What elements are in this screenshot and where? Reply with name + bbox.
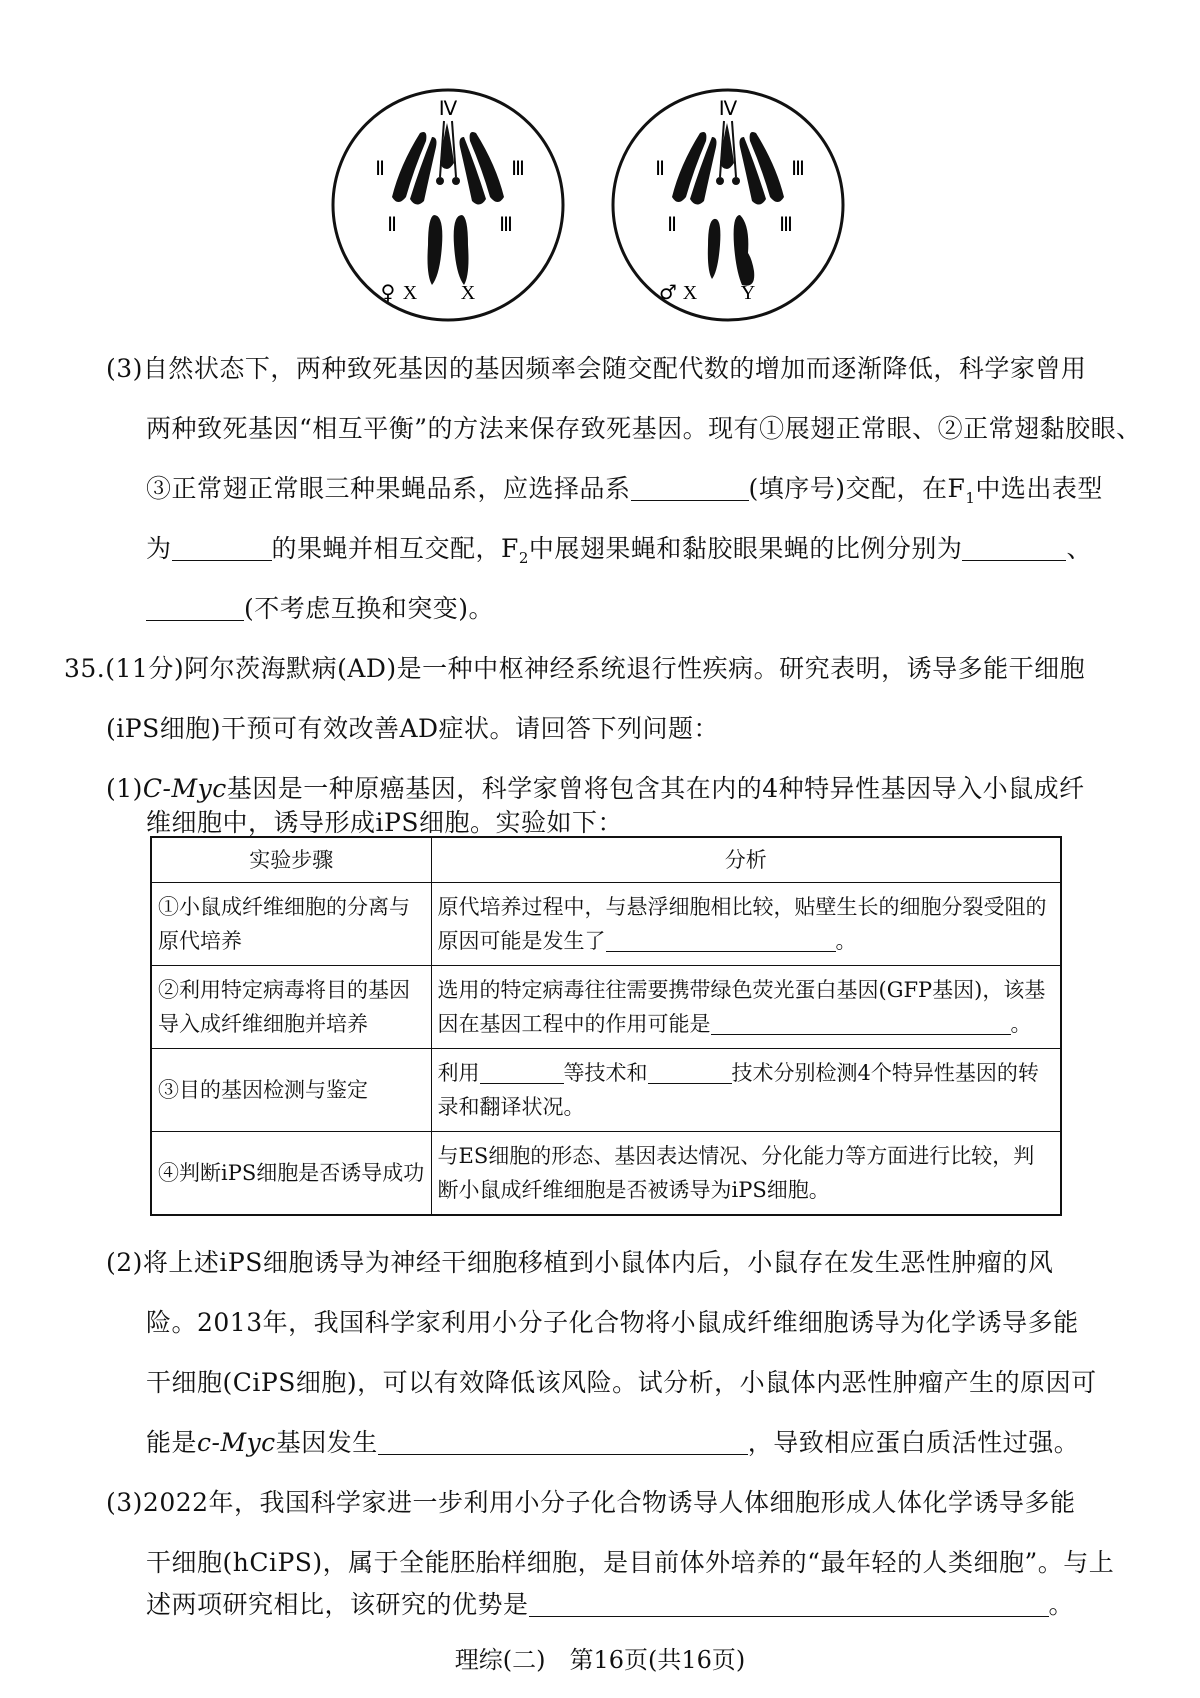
q35-p3-line3-text-b: 。 <box>1048 1590 1075 1619</box>
table-header-row <box>151 837 1061 883</box>
q35-p3-line3 <box>146 1588 1074 1622</box>
q35-line1: 35.(11分)阿尔茨海默病(AD)是一种中枢神经系统退行性疾病。研究表明，诱导多能干细胞 <box>64 654 1086 683</box>
q34-3-line4-text-a: 为 <box>146 534 172 563</box>
analysis-cell: 与ES细胞的形态、基因表达情况、分化能力等方面进行比较，判断小鼠成纤维细胞是否被诱导为iPS细胞。 <box>431 1132 1061 1216</box>
q34-3-line4 <box>146 532 1092 575</box>
chromosome-Y <box>734 215 755 286</box>
table-row <box>151 1132 1061 1216</box>
analysis-text-mid: 等技术和 <box>563 1061 648 1085</box>
f2-subscript: 2 <box>518 549 529 567</box>
answer-blank-translation-tech[interactable] <box>648 1061 732 1084</box>
chromosome-X <box>708 219 721 279</box>
f1-subscript: 1 <box>965 489 976 507</box>
chromosome-IV-dot-right <box>452 177 460 185</box>
q34-3-line4-text-b: 的果蝇并相互交配，F <box>271 534 519 563</box>
q35-p1-number: (1) <box>106 774 143 803</box>
chromosome-IV-dot-left <box>716 177 724 185</box>
answer-blank-transcription-tech[interactable] <box>480 1061 564 1084</box>
table-row <box>151 966 1061 1049</box>
answer-blank-gfp-role[interactable] <box>711 1012 1011 1035</box>
answer-blank-advantage[interactable] <box>529 1590 1049 1617</box>
q34-3-line3-text-a: ③正常翅正常眼三种果蝇品系，应选择品系 <box>146 474 631 503</box>
cell-outline <box>333 90 563 320</box>
label-sex-chrom-1: X <box>402 282 418 304</box>
label-sex-chrom-2: X <box>460 282 476 304</box>
q34-3-line1: (3)自然状态下，两种致死基因的基因频率会随交配代数的增加而逐渐降低，科学家曾用 <box>106 354 1087 383</box>
experiment-table <box>150 836 1062 1216</box>
q35-p2-line4-text-b: 基因发生 <box>275 1428 378 1457</box>
q35-p1-line2: 维细胞中，诱导形成iPS细胞。实验如下： <box>146 808 623 837</box>
answer-blank-phenotype[interactable] <box>172 534 272 561</box>
karyotype-figures <box>0 85 1200 325</box>
analysis-text-end: 。 <box>1010 1012 1032 1036</box>
answer-blank-ratio-1[interactable] <box>962 534 1066 561</box>
label-II-lower: Ⅱ <box>667 214 677 236</box>
analysis-text: 利用 <box>437 1061 480 1085</box>
label-IV: Ⅳ <box>718 98 738 120</box>
analysis-cell <box>431 966 1061 1049</box>
male-karyotype-diagram <box>608 85 848 325</box>
label-sex-chrom-2: Y <box>740 282 756 304</box>
label-II-upper: Ⅱ <box>655 158 665 180</box>
chromosome-IV-right-line <box>452 121 456 177</box>
answer-blank-strains[interactable] <box>631 474 749 501</box>
page-footer: 理综(二) 第16页(共16页) <box>454 1646 746 1674</box>
label-II-lower: Ⅱ <box>387 214 397 236</box>
q35-line2: (iPS细胞)干预可有效改善AD症状。请回答下列问题： <box>106 714 720 743</box>
step-cell: ②利用特定病毒将目的基因导入成纤维细胞并培养 <box>151 966 431 1049</box>
q34-3-line3 <box>146 472 1103 515</box>
q34-3-line5-text: (不考虑互换和突变)。 <box>244 594 495 623</box>
step-cell: ③目的基因检测与鉴定 <box>151 1049 431 1132</box>
label-II-upper: Ⅱ <box>375 158 385 180</box>
analysis-cell <box>431 1049 1061 1132</box>
label-IV: Ⅳ <box>438 98 458 120</box>
q34-3-line5 <box>146 592 494 626</box>
q35-p2-line3: 干细胞(CiPS细胞)，可以有效降低该风险。试分析，小鼠体内恶性肿瘤产生的原因可 <box>146 1368 1097 1397</box>
step-cell: ④判断iPS细胞是否诱导成功 <box>151 1132 431 1216</box>
answer-blank-mutation[interactable] <box>378 1428 748 1455</box>
header-step: 实验步骤 <box>151 837 431 883</box>
analysis-cell <box>431 883 1061 966</box>
q35-p3-line3-text-a: 述两项研究相比，该研究的优势是 <box>146 1590 529 1619</box>
female-symbol: ♀ <box>380 280 396 304</box>
q34-3-line3-text-c: 中选出表型 <box>975 474 1103 503</box>
male-symbol: ♂ <box>659 280 677 304</box>
header-analysis: 分析 <box>431 837 1061 883</box>
cell-outline <box>613 90 843 320</box>
q35-p2-line4-text-a: 能是 <box>146 1428 198 1457</box>
q34-3-line4-text-d: 、 <box>1066 534 1092 563</box>
q35-p2-line1: (2)将上述iPS细胞诱导为神经干细胞移植到小鼠体内后，小鼠存在发生恶性肿瘤的风 <box>106 1248 1054 1277</box>
label-III-lower: Ⅲ <box>779 214 793 236</box>
q35-p2-line2: 险。2013年，我国科学家利用小分子化合物将小鼠成纤维细胞诱导为化学诱导多能 <box>146 1308 1079 1337</box>
q34-3-line4-text-c: 中展翅果蝇和黏胶眼果蝇的比例分别为 <box>528 534 963 563</box>
table-row <box>151 883 1061 966</box>
analysis-text: 原代培养过程中，与悬浮细胞相比较，贴壁生长的细胞分裂受阻的原因可能是发生了 <box>437 895 1047 953</box>
gene-name-cmyc: C-Myc <box>142 774 227 803</box>
q35-p3-line2: 干细胞(hCiPS)，属于全能胚胎样细胞，是目前体外培养的“最年轻的人类细胞”。与上 <box>146 1548 1115 1577</box>
label-III-upper: Ⅲ <box>511 158 525 180</box>
chromosome-IV-dot-right <box>732 177 740 185</box>
answer-blank-ratio-2[interactable] <box>146 594 244 621</box>
label-III-lower: Ⅲ <box>499 214 513 236</box>
q35-p2-line4-text-c: ，导致相应蛋白质活性过强。 <box>747 1428 1080 1457</box>
q35-p1-line1 <box>106 772 1085 806</box>
answer-blank-contact-inhibition[interactable] <box>606 929 836 952</box>
label-sex-chrom-1: X <box>682 282 698 304</box>
q34-3-line3-text-b: (填序号)交配，在F <box>748 474 966 503</box>
table-row <box>151 1049 1061 1132</box>
female-karyotype-diagram <box>328 85 568 325</box>
q35-p2-line4 <box>146 1426 1079 1460</box>
gene-name-cmyc-lower: c-Myc <box>197 1428 276 1457</box>
label-III-upper: Ⅲ <box>791 158 805 180</box>
female-karyotype-figure <box>328 85 568 325</box>
analysis-text-end: 技术分别检测4个特异性基因的转录和翻译状况。 <box>437 1061 1039 1119</box>
analysis-text-end: 。 <box>835 929 857 953</box>
chromosome-X-left <box>428 215 443 285</box>
chromosome-IV-right-line <box>732 121 736 177</box>
chromosome-X-right <box>454 215 469 285</box>
q35-p3-line1: (3)2022年，我国科学家进一步利用小分子化合物诱导人体细胞形成人体化学诱导多能 <box>106 1488 1076 1517</box>
step-cell: ①小鼠成纤维细胞的分离与原代培养 <box>151 883 431 966</box>
male-karyotype-figure <box>608 85 848 325</box>
analysis-text: 选用的特定病毒往往需要携带绿色荧光蛋白基因(GFP基因)，该基因在基因工程中的作用可能是 <box>437 978 1046 1036</box>
chromosome-IV-dot-left <box>436 177 444 185</box>
q34-3-line2: 两种致死基因“相互平衡”的方法来保存致死基因。现有①展翅正常眼、②正常翅黏胶眼、 <box>146 414 1142 443</box>
q35-p1-line1-text: 基因是一种原癌基因，科学家曾将包含其在内的4种特异性基因导入小鼠成纤 <box>226 774 1085 803</box>
